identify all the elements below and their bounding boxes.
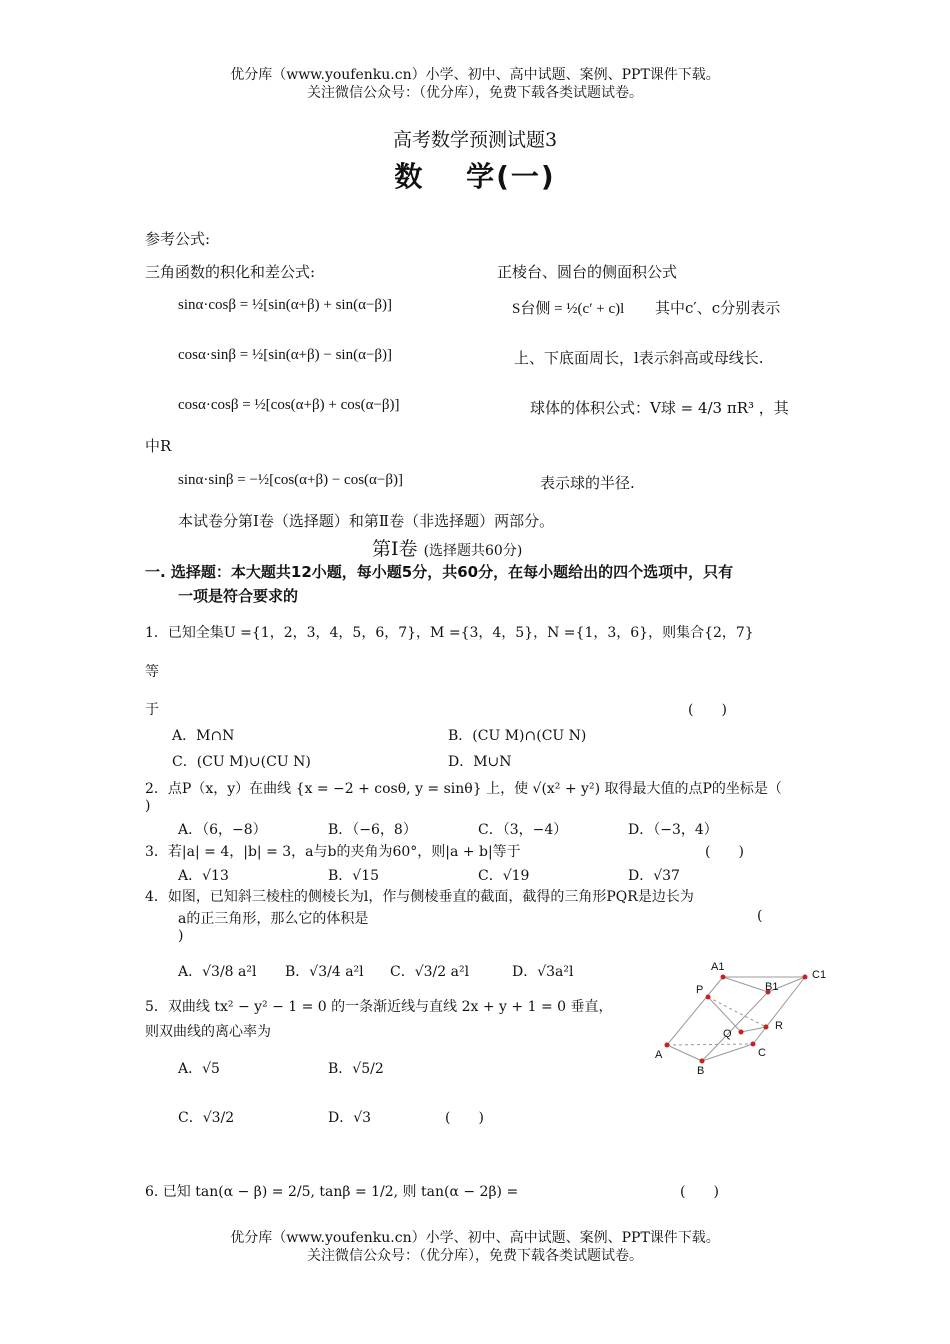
q5-option-b: B．√5/2 bbox=[328, 1061, 384, 1077]
point-c bbox=[751, 1042, 756, 1047]
document-subtitle: 数 学(一) bbox=[394, 160, 556, 193]
trig-heading: 三角函数的积化和差公式: bbox=[145, 263, 316, 281]
q1-option-a: A．M∩N bbox=[172, 728, 235, 744]
prism-figure bbox=[645, 955, 845, 1080]
formula-4: sinα·sinβ = −½[cos(α+β) − cos(α−β)] bbox=[178, 472, 403, 488]
sphere-cont: 中R bbox=[145, 437, 172, 455]
q4-paren-left: ( bbox=[757, 908, 763, 924]
q1-option-c: C．(CU M)∪(CU N) bbox=[172, 754, 311, 770]
document-title: 高考数学预测试题3 bbox=[392, 129, 558, 151]
frustum-heading: 正棱台、圆台的侧面积公式 bbox=[497, 263, 678, 281]
q1-cont-2: 于 bbox=[145, 702, 159, 718]
q3-option-c: C．√19 bbox=[478, 868, 530, 884]
sphere-formula: 球体的体积公式：V球 = 4/3 πR³ ，其 bbox=[530, 399, 789, 417]
point-q bbox=[739, 1030, 744, 1035]
label-c1: C1 bbox=[812, 969, 827, 981]
header-line-1: 优分库（www.youfenku.cn）小学、初中、高中试题、案例、PPT课件下载。 bbox=[230, 67, 720, 83]
label-q: Q bbox=[723, 1028, 732, 1040]
q3-stem: 3．若|a| = 4，|b| = 3，a与b的夹角为60°，则|a + b|等于 bbox=[145, 844, 521, 860]
section1-line-1: 一. 选择题：本大题共12小题，每小题5分，共60分，在每小题给出的四个选项中，只有 bbox=[145, 563, 734, 581]
ref-heading: 参考公式: bbox=[145, 230, 211, 248]
point-a bbox=[665, 1043, 670, 1048]
q2-option-d: D．（−3，4） bbox=[628, 822, 718, 838]
q5-option-c: C．√3/2 bbox=[178, 1110, 235, 1126]
footer-line-2: 关注微信公众号：（优分库），免费下载各类试题试卷。 bbox=[307, 1248, 643, 1264]
footer-line-1: 优分库（www.youfenku.cn）小学、初中、高中试题、案例、PPT课件下载。 bbox=[230, 1230, 720, 1246]
q2-stem: 2．点P（x，y）在曲线 {x = −2 + cosθ, y = sinθ} 上，使 √(x² + y²) 取得最大值的点P的坐标是（ bbox=[145, 781, 782, 797]
q4-option-d: D．√3a²l bbox=[512, 964, 574, 980]
q2-option-c: C．（3，−4） bbox=[478, 822, 568, 838]
q5-stem-1: 5．双曲线 tx² − y² − 1 = 0 的一条渐近线与直线 2x + y + 1 = 0 垂直， bbox=[145, 999, 613, 1015]
label-a: A bbox=[655, 1049, 663, 1061]
q5-answer-paren: ( ) bbox=[445, 1110, 484, 1126]
label-r: R bbox=[775, 1020, 783, 1032]
q2-option-a: A．（6，−8） bbox=[178, 822, 267, 838]
q3-option-b: B．√15 bbox=[328, 868, 380, 884]
q4-option-b: B．√3/4 a²l bbox=[285, 964, 364, 980]
q6-answer-paren: ( ) bbox=[680, 1184, 719, 1200]
point-a1 bbox=[721, 975, 726, 980]
q3-option-d: D．√37 bbox=[628, 868, 680, 884]
part1-label: 第Ⅰ卷 bbox=[372, 538, 418, 560]
sphere-end: 表示球的半径. bbox=[540, 474, 635, 492]
label-b: B bbox=[697, 1065, 705, 1077]
frustum-note-2: 上、下底面周长，l表示斜高或母线长. bbox=[514, 349, 764, 367]
q4-option-a: A．√3/8 a²l bbox=[178, 964, 257, 980]
frustum-note-1: 其中c′、c分别表示 bbox=[655, 299, 781, 317]
q3-option-a: A．√13 bbox=[178, 868, 229, 884]
point-c1 bbox=[803, 975, 808, 980]
part1-note: (选择题共60分) bbox=[423, 543, 523, 559]
q5-option-a: A．√5 bbox=[178, 1061, 220, 1077]
formula-1: sinα·cosβ = ½[sin(α+β) + sin(α−β)] bbox=[178, 297, 393, 313]
q4-paren-right: ) bbox=[178, 928, 184, 944]
label-a1: A1 bbox=[711, 961, 725, 973]
formula-2: cosα·sinβ = ½[sin(α+β) − sin(α−β)] bbox=[178, 347, 393, 363]
header-line-2: 关注微信公众号：（优分库），免费下载各类试题试卷。 bbox=[307, 85, 643, 101]
label-c: C bbox=[758, 1047, 766, 1059]
q1-option-d: D．M∪N bbox=[448, 754, 512, 770]
q1-option-b: B．(CU M)∩(CU N) bbox=[448, 728, 587, 744]
q4-stem-1: 4．如图，已知斜三棱柱的侧棱长为l，作与侧棱垂直的截面，截得的三角形PQR是边长为 bbox=[145, 889, 694, 905]
label-b1: B1 bbox=[765, 981, 779, 993]
q6-stem: 6. 已知 tan(α − β) = 2/5, tanβ = 1/2, 则 tan(α − 2β) = bbox=[145, 1184, 519, 1200]
section1-line-2: 一项是符合要求的 bbox=[178, 587, 299, 605]
q4-stem-2: a的正三角形，那么它的体积是 bbox=[178, 911, 369, 927]
q3-answer-paren: ( ) bbox=[705, 844, 744, 860]
q1-stem: 1．已知全集U ={1，2，3，4，5，6，7}，M ={3，4，5}，N ={1，3，6}，则集合{2，7} bbox=[145, 625, 754, 641]
q1-answer-paren: ( ) bbox=[688, 702, 727, 718]
point-b bbox=[700, 1059, 705, 1064]
q2-option-b: B．（−6，8） bbox=[328, 822, 417, 838]
point-r bbox=[764, 1025, 769, 1030]
q5-stem-2: 则双曲线的离心率为 bbox=[145, 1024, 271, 1040]
point-p bbox=[706, 995, 711, 1000]
q2-cont: ) bbox=[145, 798, 151, 814]
q5-option-d: D．√3 bbox=[328, 1110, 372, 1126]
q4-option-c: C．√3/2 a²l bbox=[390, 964, 470, 980]
formula-3: cosα·cosβ = ½[cos(α+β) + cos(α−β)] bbox=[178, 397, 400, 413]
q1-cont-1: 等 bbox=[145, 664, 159, 680]
intro-text: 本试卷分第Ⅰ卷（选择题）和第Ⅱ卷（非选择题）两部分。 bbox=[178, 512, 555, 530]
formula-frustum: S台侧 = ½(c′ + c)l bbox=[512, 301, 625, 317]
part1-title bbox=[372, 534, 522, 561]
label-p: P bbox=[696, 984, 704, 996]
